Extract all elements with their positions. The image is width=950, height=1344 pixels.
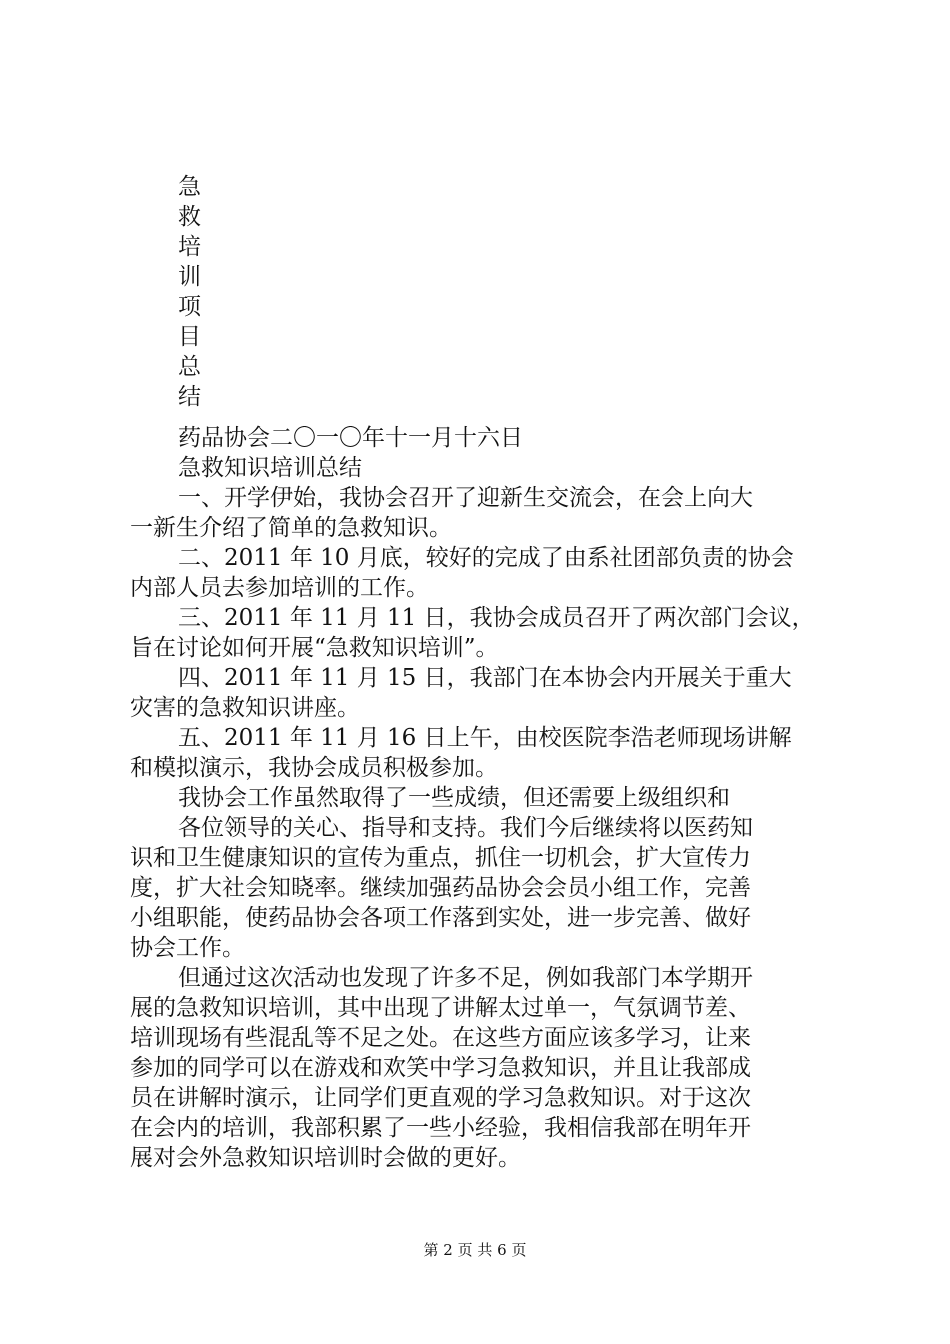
title-char: 训: [178, 264, 201, 290]
paragraph-line: 展对会外急救知识培训时会做的更好。: [130, 1145, 521, 1171]
title-char: 急: [178, 174, 201, 200]
organization-date: 药品协会二〇一〇年十一月十六日: [178, 425, 523, 451]
page-footer: 第 2 页 共 6 页: [423, 1241, 527, 1259]
paragraph-line: 展的急救知识培训，其中出现了讲解太过单一，气氛调节差、: [130, 995, 751, 1021]
paragraph-line: 内部人员去参加培训的工作。: [130, 575, 429, 601]
document-heading: 急救知识培训总结: [178, 455, 362, 481]
paragraph-line: 一、开学伊始，我协会召开了迎新生交流会，在会上向大: [178, 485, 753, 511]
paragraph-line: 旨在讨论如何开展“急救知识培训”。: [130, 635, 499, 661]
paragraph-line: 各位领导的关心、指导和支持。我们今后继续将以医药知: [178, 815, 753, 841]
paragraph-line: 协会工作。: [130, 935, 245, 961]
paragraph-line: 三、2011 年 11 月 11 日，我协会成员召开了两次部门会议，: [178, 605, 815, 631]
paragraph-line: 五、2011 年 11 月 16 日上午，由校医院李浩老师现场讲解: [178, 725, 792, 751]
vertical-title: [178, 172, 218, 412]
title-char: 救: [178, 204, 201, 230]
paragraph-line: 小组职能，使药品协会各项工作落到实处，进一步完善、做好: [130, 905, 751, 931]
paragraph-line: 但通过这次活动也发现了许多不足，例如我部门本学期开: [178, 965, 753, 991]
title-char: 结: [178, 384, 201, 410]
title-char: 目: [178, 324, 201, 350]
paragraph-line: 在会内的培训，我部积累了一些小经验，我相信我部在明年开: [130, 1115, 751, 1141]
title-char: 培: [178, 234, 201, 260]
title-char: 总: [178, 354, 201, 380]
paragraph-line: 二、2011 年 10 月底，较好的完成了由系社团部负责的协会: [178, 545, 794, 571]
paragraph-line: 和模拟演示，我协会成员积极参加。: [130, 755, 498, 781]
paragraph-line: 四、2011 年 11 月 15 日，我部门在本协会内开展关于重大: [178, 665, 792, 691]
paragraph-line: 参加的同学可以在游戏和欢笑中学习急救知识，并且让我部成: [130, 1055, 751, 1081]
paragraph-line: 员在讲解时演示，让同学们更直观的学习急救知识。对于这次: [130, 1085, 751, 1111]
paragraph-line: 一新生介绍了简单的急救知识。: [130, 515, 452, 541]
title-char: 项: [178, 294, 201, 320]
paragraph-line: 度，扩大社会知晓率。继续加强药品协会会员小组工作，完善: [130, 875, 751, 901]
paragraph-line: 培训现场有些混乱等不足之处。在这些方面应该多学习，让来: [130, 1025, 751, 1051]
paragraph-line: 灾害的急救知识讲座。: [130, 695, 360, 721]
paragraph-line: 我协会工作虽然取得了一些成绩，但还需要上级组织和: [178, 785, 730, 811]
paragraph-line: 识和卫生健康知识的宣传为重点，抓住一切机会，扩大宣传力: [130, 845, 751, 871]
